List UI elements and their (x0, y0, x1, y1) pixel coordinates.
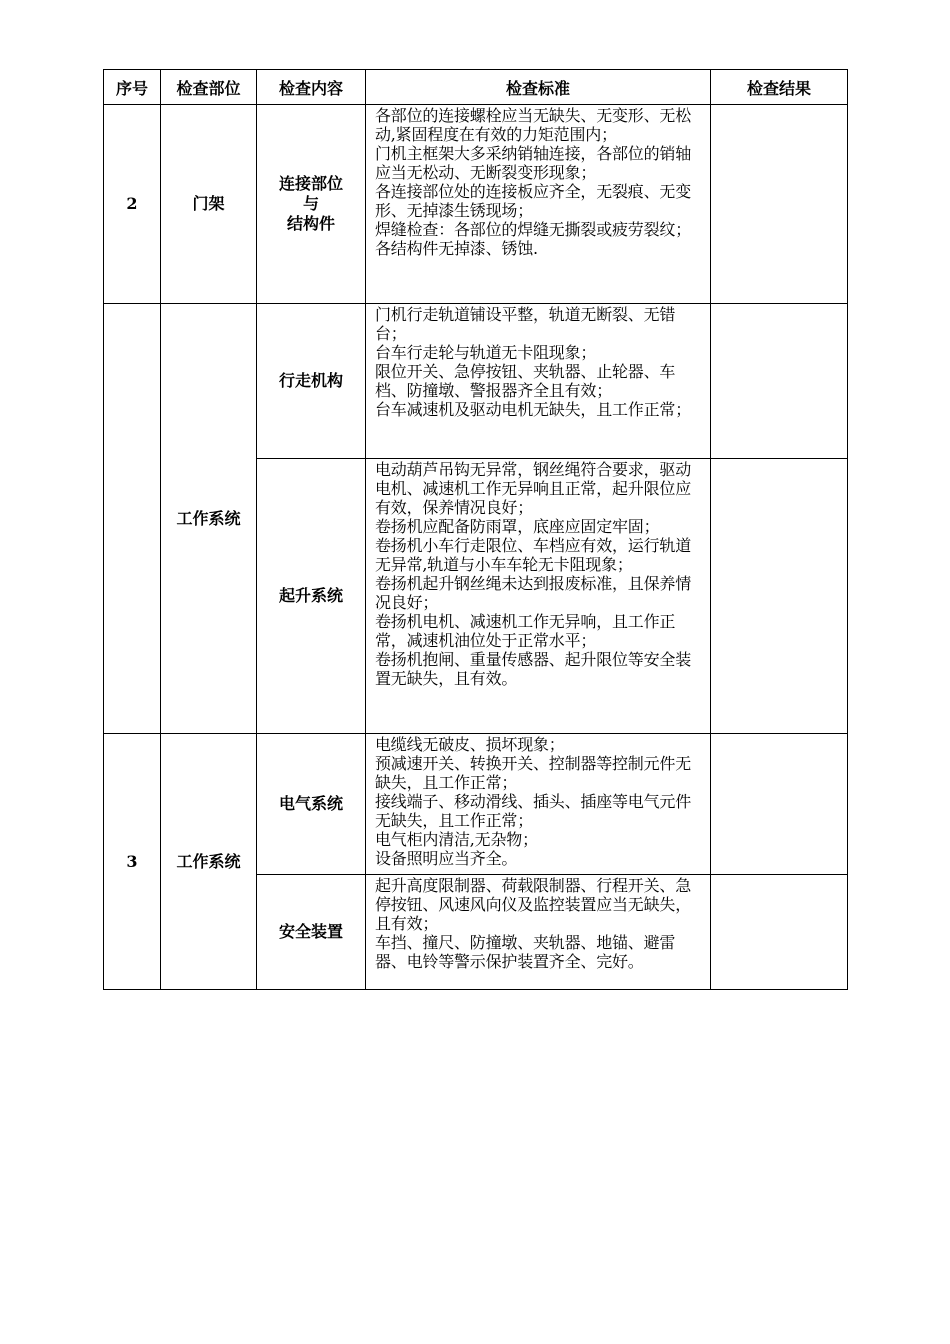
row-content (257, 459, 366, 734)
row-standard (366, 304, 711, 459)
row-content (257, 105, 366, 304)
content-line: 电气系统 (278, 794, 343, 813)
standard-item: 卷扬机抱闸、重量传感器、起升限位等安全装置无缺失，且有效。 (375, 650, 692, 688)
content-line: 行走机构 (278, 371, 343, 390)
standard-item: 卷扬机应配备防雨罩，底座应固定牢固； (375, 517, 660, 536)
header-num: 序号 (104, 70, 161, 105)
row-result (711, 875, 848, 990)
standard-item: 电缆线无破皮、损坏现象； (375, 735, 565, 754)
row-part: 门架 (161, 105, 257, 304)
row-num (104, 304, 161, 734)
standard-item: 焊缝检查：各部位的焊缝无撕裂或疲劳裂纹； (375, 220, 692, 239)
header-row (104, 70, 848, 105)
standard-item: 车挡、撞尺、防撞墩、夹轨器、地锚、避雷器、电铃等警示保护装置齐全、完好。 (375, 933, 676, 971)
standard-item: 起升高度限制器、荷载限制器、行程开关、急停按钮、风速风向仪及监控装置应当无缺失，且有效； (375, 876, 692, 933)
inspection-table (103, 69, 848, 990)
row-num: 2 (104, 105, 161, 304)
row-result (711, 459, 848, 734)
row-result (711, 734, 848, 875)
row-part: 工作系统 (161, 734, 257, 990)
header-standard: 检查标准 (366, 70, 711, 105)
content-line: 安全装置 (278, 922, 343, 941)
standard-item: 限位开关、急停按钮、夹轨器、止轮器、车档、防撞墩、警报器齐全且有效； (375, 362, 676, 400)
row-standard (366, 875, 711, 990)
standard-item: 门机行走轨道铺设平整，轨道无断裂、无错台； (375, 305, 676, 343)
row-result (711, 105, 848, 304)
standard-item: 电动葫芦吊钩无异常，钢丝绳符合要求，驱动电机、减速机工作无异响且正常，起升限位应有效，保养情况良好； (375, 460, 692, 517)
row-standard (366, 105, 711, 304)
standard-item: 门机主框架大多采纳销轴连接，各部位的销轴应当无松动、无断裂变形现象； (375, 144, 692, 182)
row-standard (366, 459, 711, 734)
header-part: 检查部位 (161, 70, 257, 105)
row-result (711, 304, 848, 459)
table-row (104, 734, 848, 875)
table-row (104, 304, 848, 459)
table-row (104, 105, 848, 304)
content-line: 连接部位 (278, 174, 343, 193)
standard-item: 设备照明应当齐全。 (375, 849, 518, 868)
header-content: 检查内容 (257, 70, 366, 105)
row-num: 3 (104, 734, 161, 990)
row-content (257, 734, 366, 875)
standard-item: 卷扬机起升钢丝绳未达到报废标准，且保养情况良好； (375, 574, 692, 612)
row-content (257, 875, 366, 990)
standard-item: 各结构件无掉漆、锈蚀. (375, 239, 538, 258)
content-line: 与 (302, 194, 319, 213)
content-line: 结构件 (286, 214, 335, 233)
standard-item: 各部位的连接螺栓应当无缺失、无变形、无松动,紧固程度在有效的力矩范围内； (375, 106, 692, 144)
standard-item: 台车行走轮与轨道无卡阻现象； (375, 343, 597, 362)
header-result: 检查结果 (711, 70, 848, 105)
row-content (257, 304, 366, 459)
standard-item: 接线端子、移动滑线、插头、插座等电气元件无缺失，且工作正常； (375, 792, 692, 830)
standard-item: 台车减速机及驱动电机无缺失，且工作正常； (375, 400, 692, 419)
standard-item: 卷扬机小车行走限位、车档应有效，运行轨道无异常,轨道与小车车轮无卡阻现象； (375, 536, 692, 574)
content-line: 起升系统 (278, 586, 343, 605)
standard-item: 卷扬机电机、减速机工作无异响，且工作正常，减速机油位处于正常水平； (375, 612, 676, 650)
row-standard (366, 734, 711, 875)
standard-item: 各连接部位处的连接板应齐全，无裂痕、无变形、无掉漆生锈现场； (375, 182, 692, 220)
standard-item: 预减速开关、转换开关、控制器等控制元件无缺失，且工作正常； (375, 754, 692, 792)
row-part: 工作系统 (161, 304, 257, 734)
standard-item: 电气柜内清洁,无杂物； (375, 830, 538, 849)
